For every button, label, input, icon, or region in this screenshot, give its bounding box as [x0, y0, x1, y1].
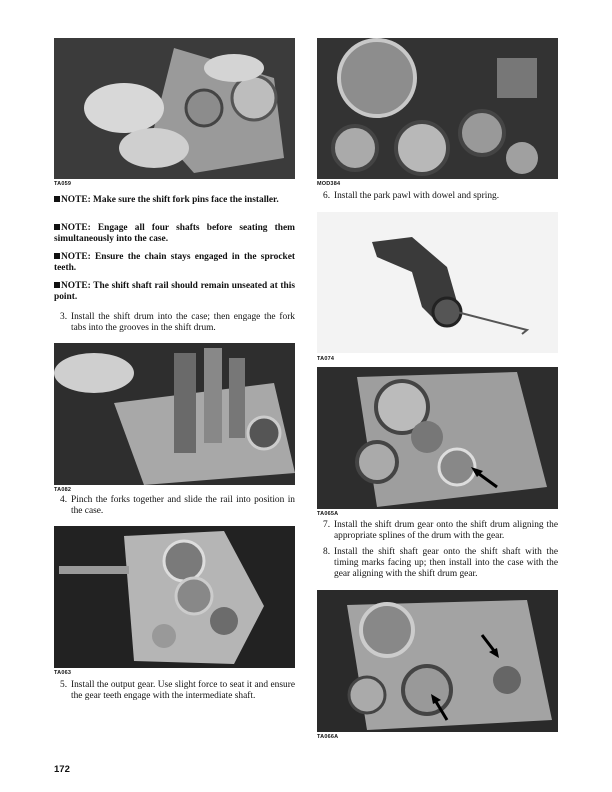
caption-ta082: TA082 — [54, 487, 72, 493]
caption-ta066a: TA066A — [317, 734, 339, 740]
photo-mod384 — [317, 38, 558, 179]
caption-ta063: TA063 — [54, 670, 72, 676]
step-7: 7. Install the shift drum gear onto the shift drum aligning the appropriate splines of the drum with the gear. — [323, 520, 558, 541]
photo-ta074 — [317, 212, 558, 353]
caption-mod384: MOD384 — [317, 181, 341, 187]
note-3: NOTE: Ensure the chain stays engaged in the sprocket teeth. — [54, 252, 295, 273]
photo-ta063 — [54, 526, 295, 668]
caption-ta059: TA059 — [54, 181, 72, 187]
square-bullet-icon — [54, 253, 60, 259]
caption-ta065a: TA065A — [317, 511, 339, 517]
square-bullet-icon — [54, 282, 60, 288]
step-8: 8. Install the shift shaft gear onto the shift shaft with the timing marks facing up; then install into the case with the gear aligning with the shift drum gear. — [323, 547, 558, 579]
step-5: 5. Install the output gear. Use slight force to seat it and ensure the gear teeth engage with the intermediate shaft. — [60, 680, 295, 701]
square-bullet-icon — [54, 196, 60, 202]
page-number: 172 — [54, 764, 70, 775]
note-4: NOTE: The shift shaft rail should remain unseated at this point. — [54, 281, 295, 302]
photo-ta065a — [317, 367, 558, 509]
photo-ta059 — [54, 38, 295, 179]
photo-ta082 — [54, 343, 295, 485]
square-bullet-icon — [54, 224, 60, 230]
caption-ta074: TA074 — [317, 356, 335, 362]
note-2: NOTE: Engage all four shafts before seating them simultaneously into the case. — [54, 223, 295, 244]
step-4: 4. Pinch the forks together and slide the rail into position in the case. — [60, 495, 295, 516]
photo-ta066a — [317, 590, 558, 732]
step-6: 6. Install the park pawl with dowel and spring. — [323, 191, 500, 201]
note-1: NOTE: Make sure the shift fork pins face the installer. — [54, 195, 295, 206]
step-3: 3. Install the shift drum into the case; then engage the fork tabs into the grooves in the shift drum. — [60, 312, 295, 333]
